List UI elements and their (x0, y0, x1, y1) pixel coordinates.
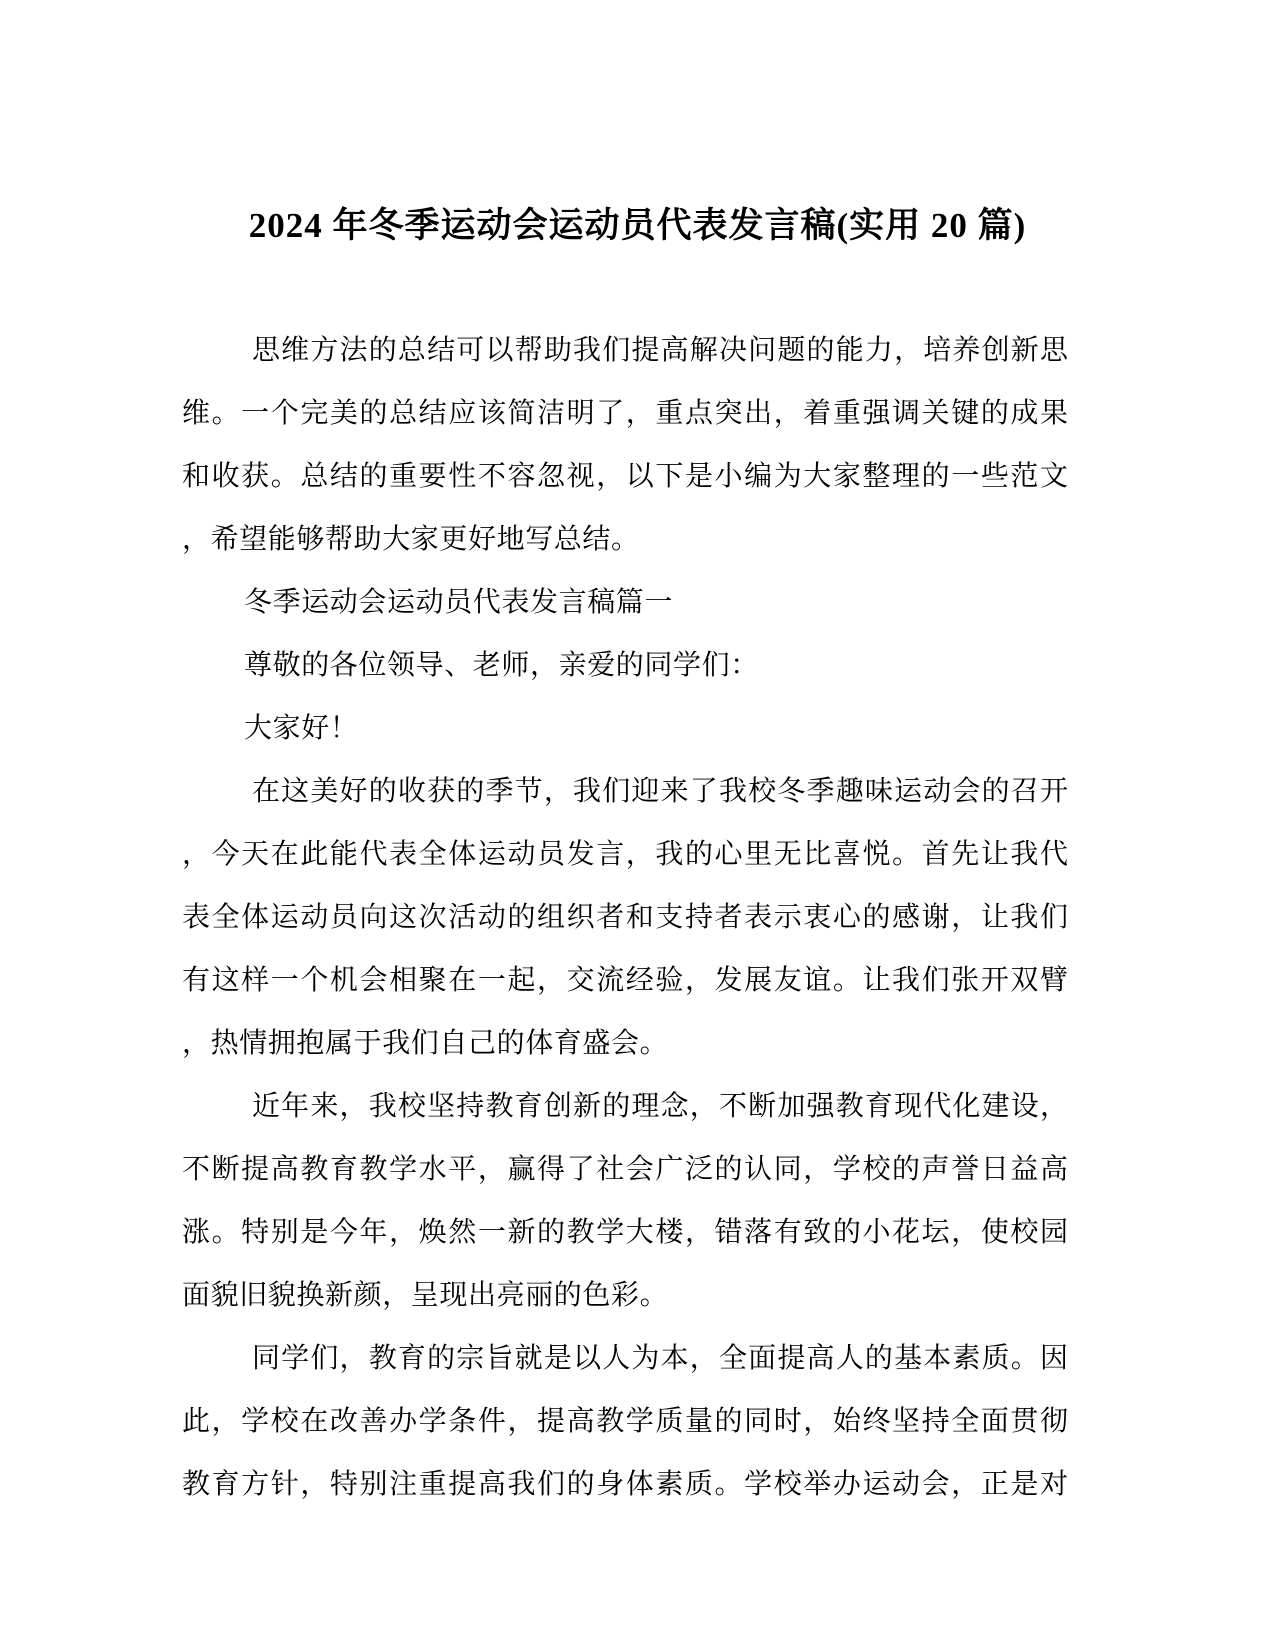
text-line: ，今天在此能代表全体运动员发言，我的心里无比喜悦。首先让我代 (182, 839, 1068, 870)
text-line: 维。一个完美的总结应该简洁明了，重点突出，着重强调关键的成果 (182, 398, 1068, 429)
text-line: 面貌旧貌换新颜，呈现出亮丽的色彩。 (182, 1280, 669, 1311)
text-line: 思维方法的总结可以帮助我们提高解决问题的能力，培养创新思 (252, 335, 1068, 366)
text-line: 在这美好的收获的季节，我们迎来了我校冬季趣味运动会的召开 (252, 776, 1068, 807)
text-line: 冬季运动会运动员代表发言稿篇一 (244, 587, 674, 618)
text-line: ，希望能够帮助大家更好地写总结。 (182, 524, 640, 555)
text-line: 不断提高教育教学水平，赢得了社会广泛的认同，学校的声誉日益高 (182, 1154, 1068, 1185)
text-line: 和收获。总结的重要性不容忽视，以下是小编为大家整理的一些范文 (182, 461, 1068, 492)
text-line: 近年来，我校坚持教育创新的理念，不断加强教育现代化建设， (252, 1091, 1068, 1122)
text-line: 同学们，教育的宗旨就是以人为本，全面提高人的基本素质。因 (252, 1343, 1068, 1374)
text-line: 尊敬的各位领导、老师，亲爱的同学们： (244, 650, 759, 681)
text-line: 此，学校在改善办学条件，提高教学质量的同时，始终坚持全面贯彻 (182, 1406, 1068, 1437)
document-body (182, 319, 1068, 1516)
text-line: 教育方针，特别注重提高我们的身体素质。学校举办运动会，正是对 (182, 1469, 1068, 1500)
document-title: 2024 年冬季运动会运动员代表发言稿(实用 20 篇) (248, 206, 1027, 245)
text-line: 涨。特别是今年，焕然一新的教学大楼，错落有致的小花坛，使校园 (182, 1217, 1068, 1248)
text-line: 大家好！ (244, 713, 359, 744)
text-line: 有这样一个机会相聚在一起，交流经验，发展友谊。让我们张开双臂 (182, 965, 1068, 996)
text-line: ，热情拥抱属于我们自己的体育盛会。 (182, 1028, 669, 1059)
text-line: 表全体运动员向这次活动的组织者和支持者表示衷心的感谢，让我们 (182, 902, 1068, 933)
